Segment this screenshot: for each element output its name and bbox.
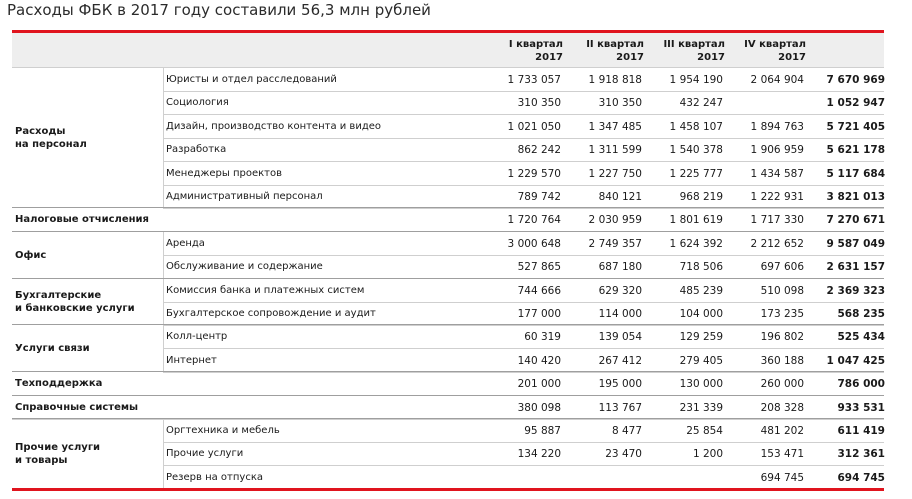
column-header-q4: IV квартал 2017 [744, 39, 806, 63]
cell-q1: 134 220 [517, 448, 561, 461]
table-row [163, 325, 884, 349]
table-row [12, 396, 884, 420]
table-row [163, 138, 884, 162]
table-row [163, 349, 884, 373]
cell-q3: 1 954 190 [669, 74, 723, 86]
table-row [163, 419, 884, 443]
row-label: Менеджеры проектов [166, 167, 283, 179]
cell-q4: 1 894 763 [750, 120, 804, 133]
page-title: Расходы ФБК в 2017 году составили 56,3 млн рублей [7, 1, 431, 19]
cell-total: 312 361 [837, 448, 885, 461]
cell-q4: 2 064 904 [750, 74, 804, 86]
cell-q2: 1 918 818 [588, 74, 642, 86]
cell-q4: 694 745 [760, 471, 804, 484]
cell-total: 525 434 [837, 331, 885, 344]
cell-q1: 744 666 [517, 284, 561, 297]
cell-q4: 1 717 330 [750, 214, 804, 227]
cell-q3: 1 540 378 [669, 144, 723, 157]
cell-total: 1 052 947 [826, 97, 885, 110]
cell-q1: 789 742 [517, 191, 561, 203]
cell-q3: 432 247 [679, 97, 723, 110]
cell-q2: 310 350 [598, 97, 642, 110]
cell-total: 5 117 684 [826, 167, 885, 180]
cell-q2: 139 054 [598, 331, 642, 344]
group-label: Расходы на персонал [15, 126, 87, 151]
cell-total: 3 821 013 [826, 191, 885, 203]
table-row [163, 279, 884, 303]
cell-q2: 2 749 357 [588, 237, 642, 250]
cell-q3: 718 506 [679, 261, 723, 274]
cell-q1: 1 021 050 [507, 120, 561, 133]
row-label: Прочие услуги [166, 448, 244, 460]
cell-total: 694 745 [837, 471, 885, 484]
cell-total: 568 235 [837, 308, 885, 320]
table-row [163, 442, 884, 466]
cell-q1: 95 887 [524, 425, 561, 437]
cell-q1: 527 865 [517, 261, 561, 274]
group-label: Офис [15, 249, 47, 261]
row-label: Обслуживание и содержание [166, 261, 323, 273]
table-row [163, 466, 884, 490]
cell-q1: 1 229 570 [507, 167, 561, 180]
column-header-q1: I квартал 2017 [508, 39, 563, 63]
group-label: Услуги связи [15, 343, 90, 355]
cell-q2: 23 470 [605, 448, 642, 461]
cell-q1: 3 000 648 [507, 237, 561, 250]
cell-total: 786 000 [837, 378, 885, 391]
cell-q1: 1 720 764 [507, 214, 561, 227]
table-row [163, 185, 884, 209]
cell-q3: 25 854 [686, 425, 723, 437]
group-label: Прочие услуги и товары [15, 442, 101, 467]
row-label: Аренда [166, 237, 205, 249]
table-row [163, 91, 884, 115]
cell-q4: 697 606 [760, 261, 804, 274]
cell-q3: 129 259 [679, 331, 723, 344]
cell-q1: 1 733 057 [507, 74, 561, 86]
cell-total: 1 047 425 [826, 354, 885, 367]
column-header-q3: III квартал 2017 [663, 39, 725, 63]
cell-q2: 1 311 599 [588, 144, 642, 157]
cell-q4: 360 188 [760, 354, 804, 367]
cell-q3: 485 239 [679, 284, 723, 297]
table-row [163, 162, 884, 186]
cell-q3: 104 000 [679, 308, 723, 320]
row-label: Оргтехника и мебель [166, 425, 280, 436]
cell-q3: 130 000 [679, 378, 723, 391]
cell-q4: 208 328 [760, 401, 804, 414]
group-label: Налоговые отчисления [15, 214, 149, 226]
cell-q3: 279 405 [679, 354, 723, 367]
table-row [12, 208, 884, 232]
row-label: Социология [166, 97, 229, 109]
column-header-q2: II квартал 2017 [586, 39, 644, 63]
row-label: Комиссия банка и платежных систем [166, 284, 365, 296]
cell-q4: 2 212 652 [750, 237, 804, 250]
table-row [163, 302, 884, 326]
cell-q4: 481 202 [760, 425, 804, 437]
row-label: Дизайн, производство контента и видео [166, 120, 382, 132]
table-row [163, 255, 884, 279]
cell-q4: 196 802 [760, 331, 804, 344]
cell-q4: 1 906 959 [750, 144, 804, 157]
row-label: Бухгалтерское сопровождение и аудит [166, 308, 376, 319]
group-label: Бухгалтерские и банковские услуги [15, 290, 135, 314]
group-divider [163, 232, 164, 279]
cell-total: 5 721 405 [826, 120, 885, 133]
cell-q2: 267 412 [598, 354, 642, 367]
cell-q3: 1 624 392 [669, 237, 723, 250]
cell-q3: 1 458 107 [669, 120, 723, 133]
bottom-red-rule [12, 488, 884, 491]
cell-q2: 1 347 485 [588, 120, 642, 133]
cell-total: 933 531 [837, 401, 885, 414]
table-row [163, 232, 884, 256]
cell-q4: 260 000 [760, 378, 804, 391]
cell-q1: 862 242 [517, 144, 561, 157]
group-divider [163, 325, 164, 372]
cell-q2: 8 477 [611, 425, 642, 437]
cell-q1: 60 319 [524, 331, 561, 344]
group-divider [163, 68, 164, 208]
cell-total: 7 670 969 [826, 74, 885, 86]
cell-q4: 1 434 587 [750, 167, 804, 180]
row-label: Резерв на отпуска [166, 471, 263, 483]
table-row [163, 68, 884, 92]
table-header [12, 33, 884, 68]
row-label: Интернет [166, 354, 217, 366]
cell-total: 611 419 [837, 425, 885, 437]
cell-q3: 1 225 777 [669, 167, 723, 180]
row-label: Административный персонал [166, 191, 323, 202]
cell-q1: 380 098 [517, 401, 561, 414]
group-label: Справочные системы [15, 401, 139, 413]
row-label: Колл-центр [166, 331, 228, 343]
cell-q1: 140 420 [517, 354, 561, 367]
cell-q2: 687 180 [598, 261, 642, 274]
cell-q2: 2 030 959 [588, 214, 642, 227]
cell-q1: 201 000 [517, 378, 561, 391]
cell-q2: 840 121 [598, 191, 642, 203]
cell-total: 9 587 049 [826, 237, 885, 250]
cell-q1: 310 350 [517, 97, 561, 110]
group-divider [163, 279, 164, 326]
cell-q3: 968 219 [679, 191, 723, 203]
cell-q3: 1 801 619 [669, 214, 723, 227]
cell-total: 7 270 671 [826, 214, 885, 227]
table-row [12, 372, 884, 396]
cell-total: 2 631 157 [826, 261, 885, 274]
group-label: Техподдержка [15, 378, 103, 390]
cell-q2: 114 000 [598, 308, 642, 320]
cell-q1: 177 000 [517, 308, 561, 320]
cell-q2: 113 767 [598, 401, 642, 414]
cell-q2: 195 000 [598, 378, 642, 391]
row-label: Разработка [166, 144, 227, 156]
table-row [163, 115, 884, 139]
cell-q3: 1 200 [692, 448, 723, 461]
cell-q4: 173 235 [760, 308, 804, 320]
cell-q4: 153 471 [760, 448, 804, 461]
group-divider [163, 419, 164, 489]
cell-q2: 629 320 [598, 284, 642, 297]
row-label: Юристы и отдел расследований [166, 74, 337, 85]
cell-q3: 231 339 [679, 401, 723, 414]
cell-q4: 1 222 931 [750, 191, 804, 203]
cell-q4: 510 098 [760, 284, 804, 297]
cell-total: 5 621 178 [826, 144, 885, 157]
cell-total: 2 369 323 [826, 284, 885, 297]
cell-q2: 1 227 750 [588, 167, 642, 180]
